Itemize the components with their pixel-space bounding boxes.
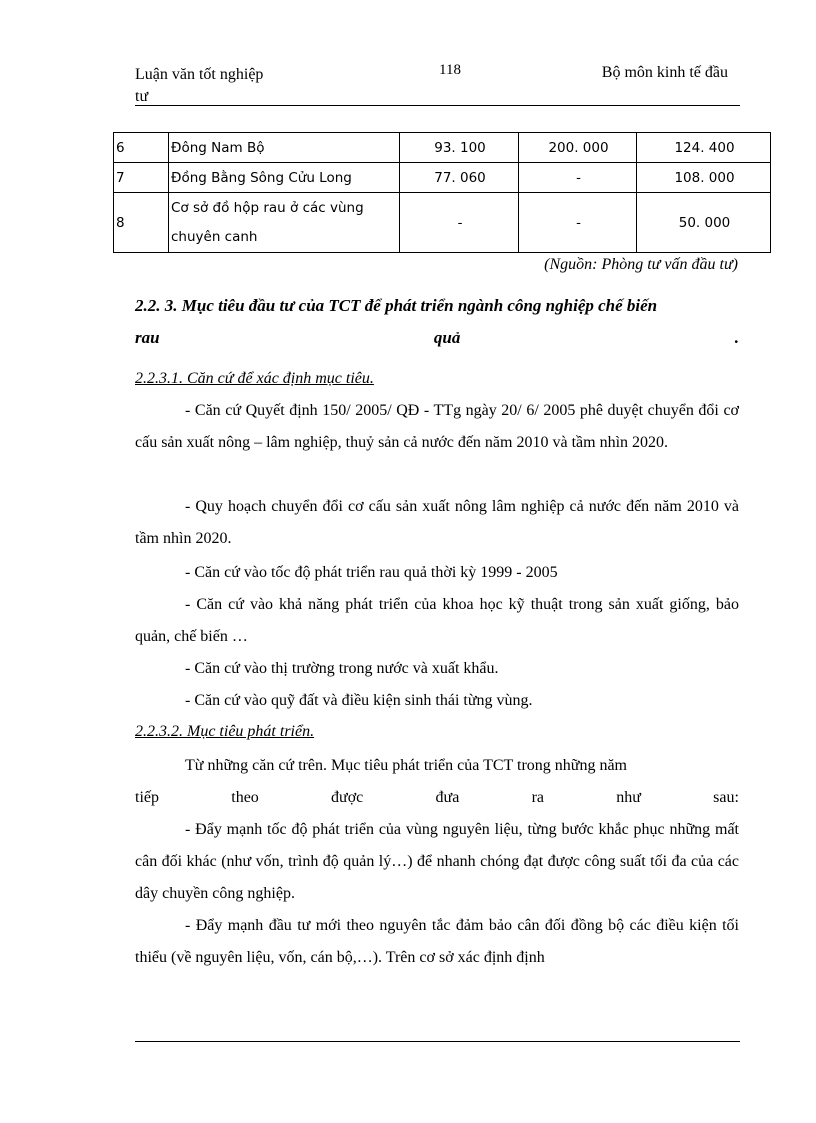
paragraph: - Đẩy mạnh đầu tư mới theo nguyên tắc đảm bảo cân đối đồng bộ các điều kiện tối thiểu (về nguyên liệu, vốn, cán bộ,…). Trên cơ sở xác định định <box>135 917 739 966</box>
region-name-line2: chuyên canh <box>171 228 258 245</box>
value-cell: - <box>400 193 519 253</box>
paragraph: - Căn cứ vào khả năng phát triển của khoa học kỹ thuật trong sản xuất giống, bảo quản, chế biến … <box>135 596 739 645</box>
word: sau: <box>713 789 739 806</box>
value-cell: 200. 000 <box>519 133 637 163</box>
header-left <box>135 64 263 108</box>
value-cell: 77. 060 <box>400 163 519 193</box>
region-name <box>169 193 400 253</box>
row-number: 8 <box>114 193 169 253</box>
value-cell: - <box>519 193 637 253</box>
paragraph: - Căn cứ vào thị trường trong nước và xuất khẩu. <box>185 660 499 677</box>
page-number: 118 <box>439 62 461 78</box>
header-right: Bộ môn kinh tế đầu <box>601 64 728 81</box>
word: ra <box>531 789 544 806</box>
page-header <box>135 60 740 105</box>
table-source: (Nguồn: Phòng tư vấn đầu tư) <box>544 256 738 273</box>
row-number: 7 <box>114 163 169 193</box>
investment-table <box>113 132 771 253</box>
heading-word: rau <box>135 328 160 347</box>
table-row <box>114 133 771 163</box>
word: như <box>616 789 641 806</box>
paragraph-line-spread <box>135 782 739 814</box>
word: đưa <box>435 789 460 806</box>
heading-word: quả <box>433 328 461 347</box>
subsection-title-1: 2.2.3.1. Căn cứ để xác định mục tiêu. <box>135 370 374 387</box>
word: được <box>331 789 364 806</box>
row-number: 6 <box>114 133 169 163</box>
paragraph: - Căn cứ vào tốc độ phát triển rau quả thời kỳ 1999 - 2005 <box>185 564 558 581</box>
table-row <box>114 193 771 253</box>
heading-word: . <box>734 328 739 347</box>
value-cell: 108. 000 <box>637 163 771 193</box>
region-name-line1: Cơ sở đồ hộp rau ở các vùng <box>171 199 364 216</box>
region-name: Đồng Bằng Sông Cửu Long <box>169 163 400 193</box>
table-row <box>114 163 771 193</box>
paragraph: - Căn cứ vào quỹ đất và điều kiện sinh thái từng vùng. <box>185 692 533 709</box>
value-cell: 93. 100 <box>400 133 519 163</box>
paragraph: - Đẩy mạnh tốc độ phát triển của vùng nguyên liệu, từng bước khắc phục những mất cân đối khác (như vốn, trình độ quản lý…) để nhanh chóng đạt được công suất tối đa của các dây chuyền công nghiệp. <box>135 821 739 902</box>
word: tiếp <box>135 789 159 806</box>
section-heading-continued <box>135 328 739 348</box>
value-cell: 124. 400 <box>637 133 771 163</box>
region-name: Đông Nam Bộ <box>169 133 400 163</box>
value-cell: - <box>519 163 637 193</box>
header-rule <box>135 105 740 106</box>
footer-rule <box>135 1041 740 1042</box>
paragraph: - Quy hoạch chuyển đổi cơ cấu sản xuất nông lâm nghiệp cả nước đến năm 2010 và tầm nhìn 2020. <box>135 498 739 547</box>
value-cell: 50. 000 <box>637 193 771 253</box>
word: theo <box>231 789 259 806</box>
paragraph: - Căn cứ Quyết định 150/ 2005/ QĐ - TTg ngày 20/ 6/ 2005 phê duyệt chuyển đổi cơ cấu sản xuất nông – lâm nghiệp, thuỷ sản cả nước đến năm 2010 và tầm nhìn 2020. <box>135 402 739 451</box>
header-left-line2: tư <box>135 88 149 105</box>
header-left-line1: Luận văn tốt nghiệp <box>135 66 264 83</box>
section-heading: 2.2. 3. Mục tiêu đầu tư của TCT để phát triển ngành công nghiệp chế biến <box>135 296 658 315</box>
subsection-title-2: 2.2.3.2. Mục tiêu phát triển. <box>135 723 315 740</box>
paragraph-line: Từ những căn cứ trên. Mục tiêu phát triển của TCT trong những năm <box>185 757 627 774</box>
